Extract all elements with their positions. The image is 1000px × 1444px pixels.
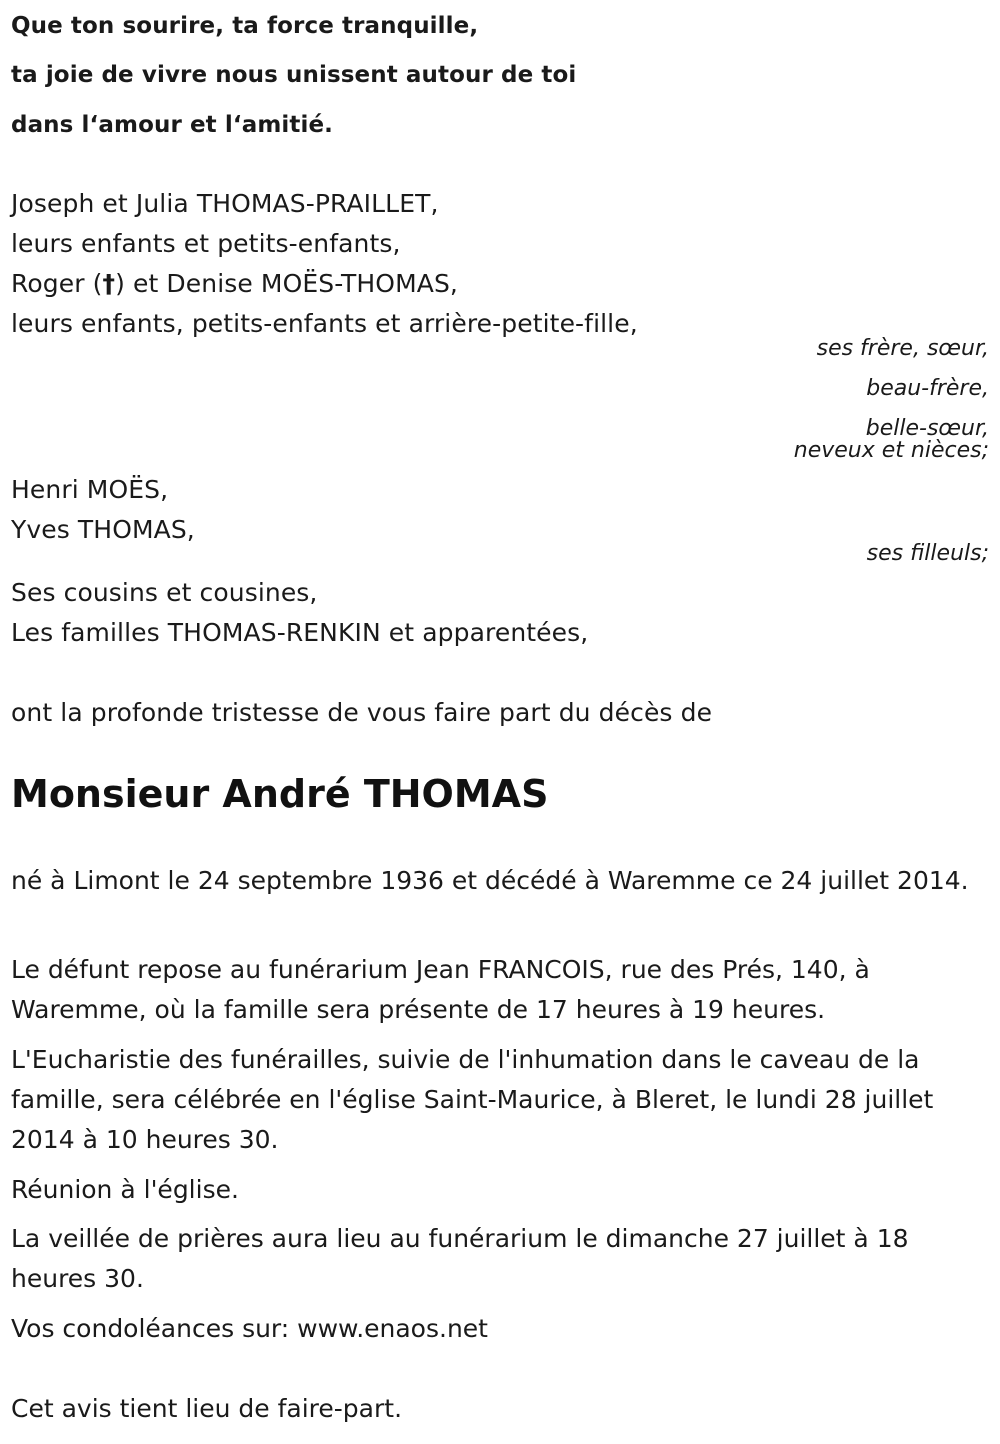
godchild-yves: Yves THOMAS,: [11, 515, 195, 544]
cross-icon: †: [102, 269, 116, 298]
family-line-children-2: leurs enfants, petits-enfants et arrière-petite-fille,: [11, 309, 638, 338]
family-line-joseph-julia: Joseph et Julia THOMAS-PRAILLET,: [11, 189, 439, 218]
closing-statement: Cet avis tient lieu de faire-part.: [11, 1394, 403, 1423]
roger-suffix: ) et Denise MOËS-THOMAS,: [115, 269, 458, 298]
epigraph-line-1: Que ton sourire, ta force tranquille,: [11, 13, 479, 39]
funeral-home-paragraph: Le défunt repose au funérarium Jean FRANCOIS, rue des Prés, 140, à Waremme, où la famille sera présente de 17 heures à 19 heures.: [11, 955, 870, 1024]
reunion-paragraph: Réunion à l'église.: [11, 1175, 239, 1204]
birth-death-paragraph: né à Limont le 24 septembre 1936 et décédé à Waremme ce 24 juillet 2014.: [11, 866, 969, 895]
godchild-henri: Henri MOËS,: [11, 475, 169, 504]
family-line-roger-denise: [11, 268, 458, 300]
relation-brother-in-law: beau-frère,: [866, 376, 989, 401]
families-line: Les familles THOMAS-RENKIN et apparentées,: [11, 618, 589, 647]
cousins-line: Ses cousins et cousines,: [11, 578, 318, 607]
relation-siblings: ses frère, sœur,: [816, 336, 989, 361]
relation-nephews-nieces: neveux et nièces;: [793, 438, 989, 463]
relation-sister-in-law: belle-sœur,: [865, 416, 989, 441]
family-line-children-1: leurs enfants et petits-enfants,: [11, 229, 401, 258]
relation-godchildren: ses filleuls;: [866, 541, 989, 566]
ceremony-paragraph: L'Eucharistie des funérailles, suivie de l'inhumation dans le caveau de la famille, sera célébrée en l'église Saint-Maurice, à Bleret, le lundi 28 juillet 2014 à 10 heures 30.: [11, 1045, 934, 1154]
deceased-name: Monsieur André THOMAS: [11, 772, 549, 816]
roger-prefix: Roger (: [11, 269, 103, 298]
epigraph-line-2: ta joie de vivre nous unissent autour de toi: [11, 62, 577, 88]
condolences-paragraph: Vos condoléances sur: www.enaos.net: [11, 1314, 488, 1343]
epigraph-line-3: dans l‘amour et l‘amitié.: [11, 112, 333, 138]
announcement: ont la profonde tristesse de vous faire part du décès de: [11, 698, 713, 727]
vigil-paragraph: La veillée de prières aura lieu au funérarium le dimanche 27 juillet à 18 heures 30.: [11, 1224, 909, 1293]
